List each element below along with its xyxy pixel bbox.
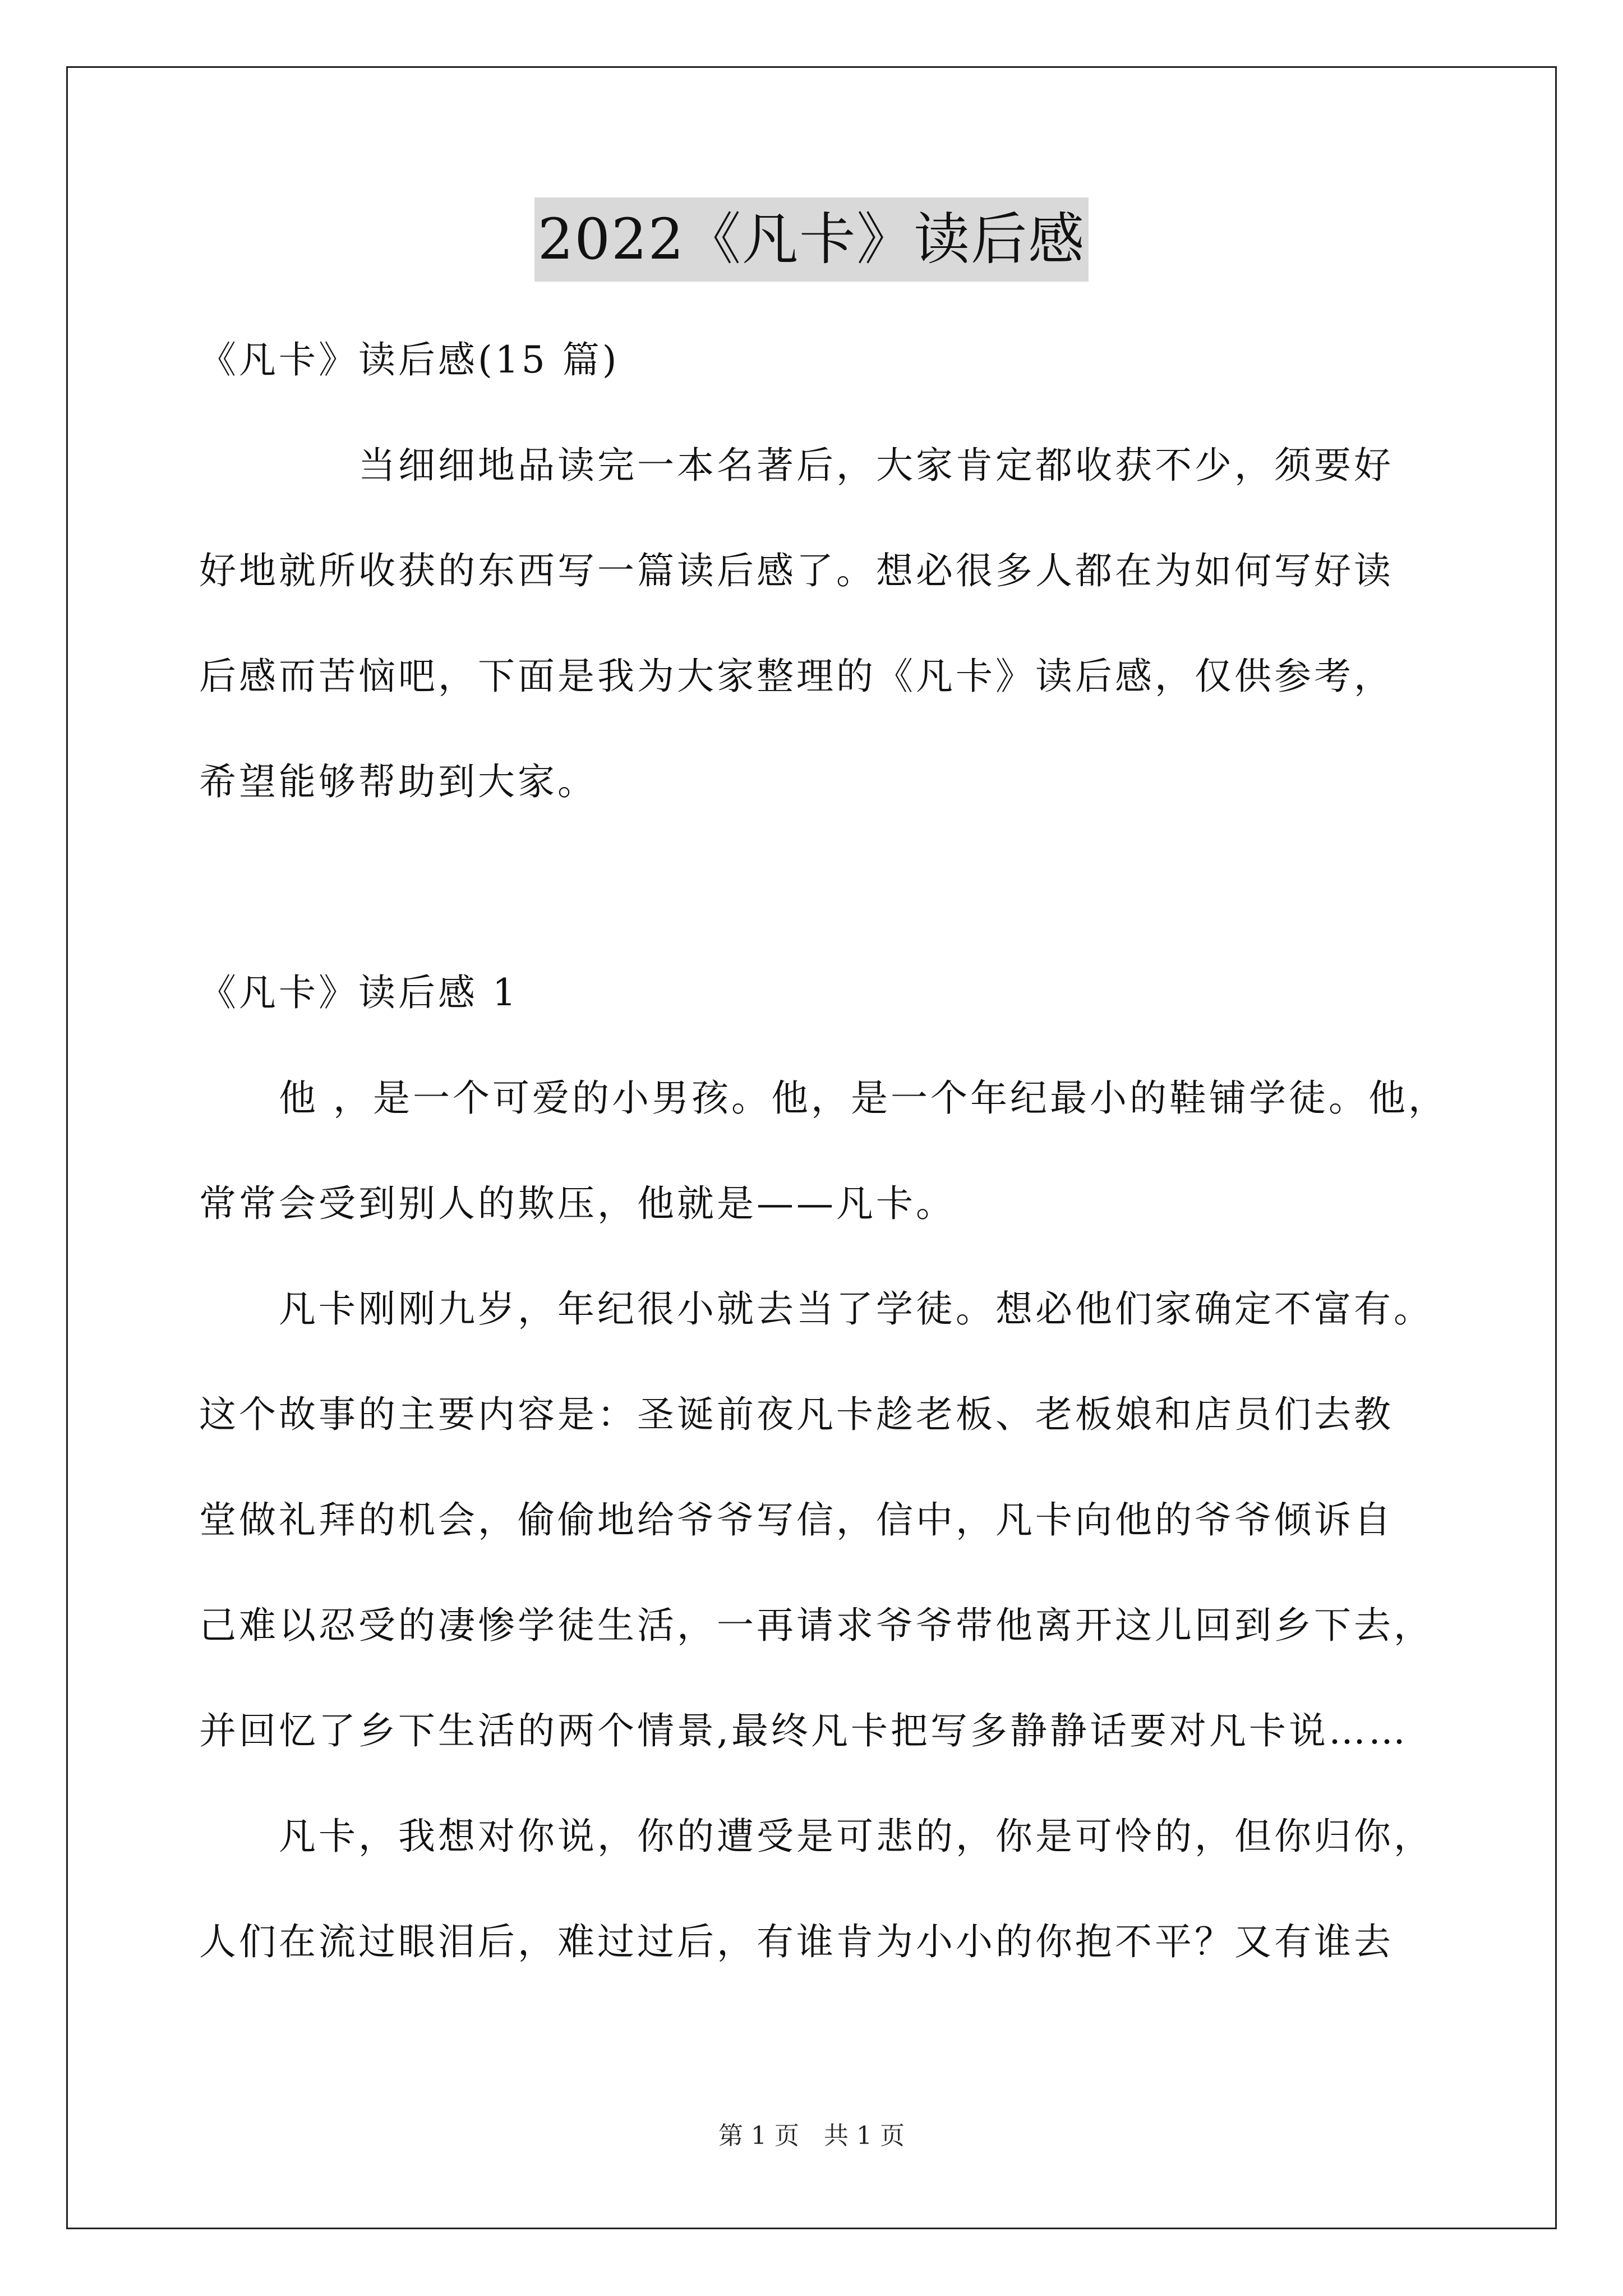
body-line: 希望能够帮助到大家。	[199, 760, 597, 803]
page-footer: 第 1 页 共 1 页	[718, 2122, 905, 2150]
body-line: 常常会受到别人的欺压，他就是——凡卡。	[199, 1182, 956, 1225]
blank-line	[199, 835, 1433, 940]
body-line: 己难以忍受的凄惨学徒生活，一再请求爷爷带他离开这儿回到乡下去，	[199, 1604, 1433, 1647]
body-line: 后感而苦恼吧，下面是我为大家整理的《凡卡》读后感，仅供参考，	[199, 655, 1394, 698]
document-title: 2022《凡卡》读后感	[534, 197, 1089, 282]
body-line: 凡卡刚刚九岁，年纪很小就去当了学徒。想必他们家确定不富有。	[199, 1287, 1433, 1331]
title-container	[0, 197, 1623, 282]
body-line: 他 ，是一个可爱的小男孩。他，是一个年纪最小的鞋铺学徒。他，	[199, 1076, 1448, 1120]
body-line: 并回忆了乡下生活的两个情景,最终凡卡把写多静静话要对凡卡说……	[199, 1709, 1408, 1752]
document-body	[199, 307, 1448, 1995]
body-line: 堂做礼拜的机会，偷偷地给爷爷写信，信中，凡卡向他的爷爷倾诉自	[199, 1498, 1394, 1542]
body-line: 凡卡，我想对你说，你的遭受是可悲的，你是可怜的，但你归你，	[199, 1815, 1433, 1858]
body-line: 《凡卡》读后感(15 篇)	[199, 338, 620, 381]
body-line: 人们在流过眼泪后，难过过后，有谁肯为小小的你抱不平？又有谁去	[199, 1920, 1394, 1963]
body-line: 这个故事的主要内容是：圣诞前夜凡卡趁老板、老板娘和店员们去教	[199, 1393, 1394, 1436]
body-line: 好地就所收获的东西写一篇读后感了。想必很多人都在为如何写好读	[199, 549, 1394, 592]
section-heading: 《凡卡》读后感 1	[199, 971, 519, 1014]
body-line: 当细细地品读完一本名著后，大家肯定都收获不少，须要好	[199, 444, 1394, 487]
